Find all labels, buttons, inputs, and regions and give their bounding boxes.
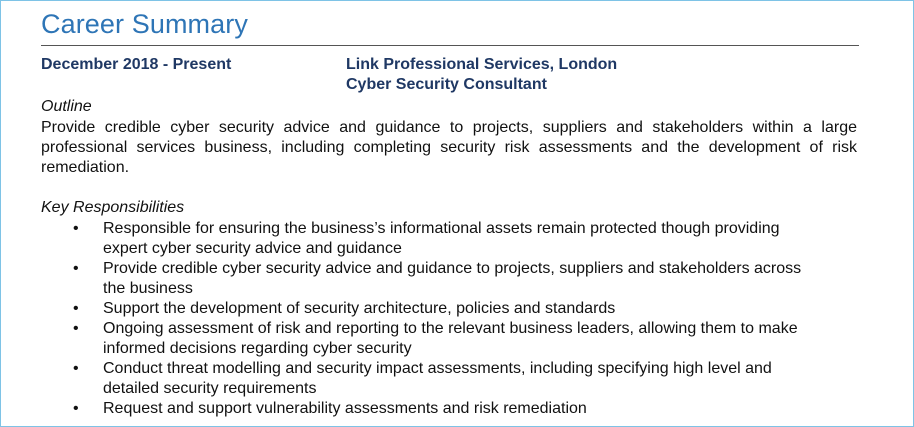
bullet-icon: • xyxy=(73,260,79,277)
list-item xyxy=(1,299,823,319)
bullet-icon: • xyxy=(73,300,79,317)
list-item xyxy=(1,319,823,359)
list-item-text: Provide credible cyber security advice and guidance to projects, suppliers and stakeholders across the business xyxy=(103,260,802,297)
section-title: Career Summary xyxy=(41,9,248,39)
job-dates: December 2018 - Present xyxy=(41,56,232,73)
job-role: Cyber Security Consultant xyxy=(346,76,547,93)
list-item-text: Ongoing assessment of risk and reporting to the relevant business leaders, allowing them to make informed decisions regarding cyber security xyxy=(103,320,798,357)
list-item xyxy=(1,359,823,399)
list-item-text: Support the development of security architecture, policies and standards xyxy=(103,300,616,317)
outline-text: Provide credible cyber security advice and guidance to projects, suppliers and stakeholders within a large professional services business, including completing security risk assessments and the development of risk remediation. xyxy=(41,119,857,176)
list-item xyxy=(1,399,823,419)
bullet-icon: • xyxy=(73,360,79,377)
responsibilities-label: Key Responsibilities xyxy=(41,199,185,216)
list-item-text: Conduct threat modelling and security impact assessments, including specifying high level and detailed security requirements xyxy=(103,360,772,397)
outline-label: Outline xyxy=(41,98,92,115)
job-company: Link Professional Services, London xyxy=(346,56,618,73)
list-item-text: Responsible for ensuring the business’s informational assets remain protected though providing expert cyber security advice and guidance xyxy=(103,220,780,257)
bullet-icon: • xyxy=(73,320,79,337)
list-item xyxy=(1,259,823,299)
bullet-icon: • xyxy=(73,400,79,417)
list-item xyxy=(1,219,823,259)
list-item-text: Request and support vulnerability assessments and risk remediation xyxy=(103,400,587,417)
bullet-icon: • xyxy=(73,220,79,237)
section-divider xyxy=(41,45,859,46)
responsibilities-list xyxy=(1,219,823,419)
